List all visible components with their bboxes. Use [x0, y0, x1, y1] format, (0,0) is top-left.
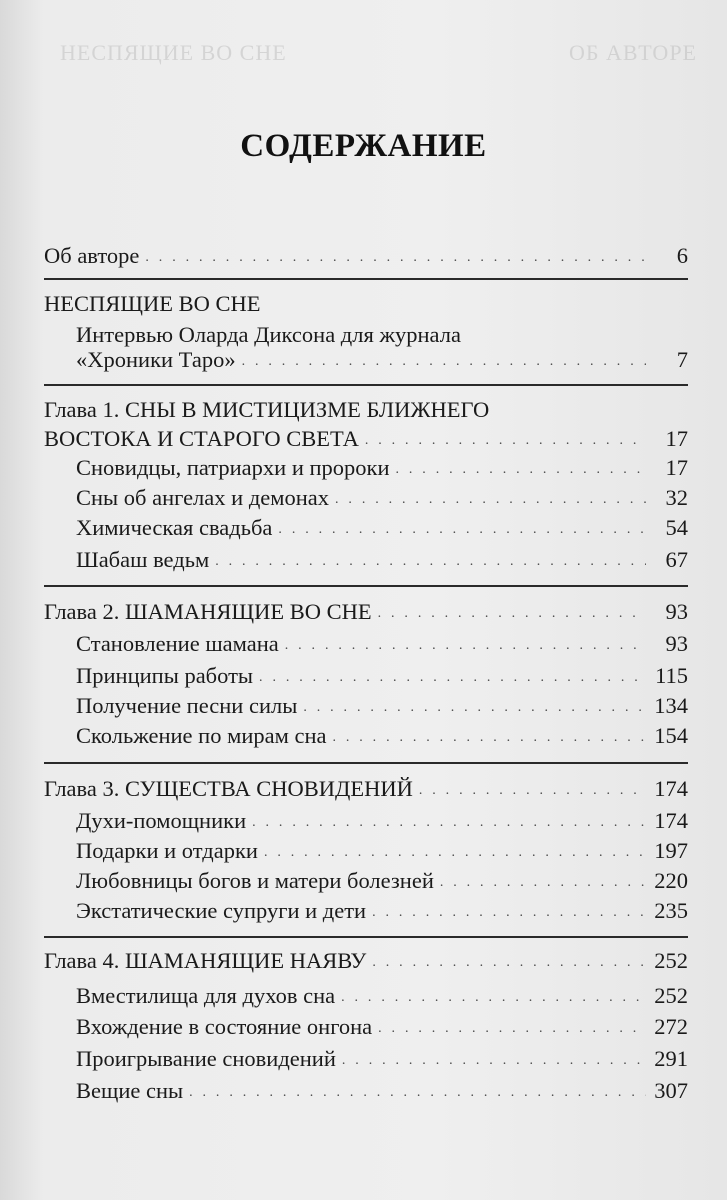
toc-entry-label: Скольжение по мирам сна — [76, 723, 327, 748]
leader-dots — [341, 991, 646, 1005]
leader-dots — [303, 701, 646, 715]
leader-dots — [215, 555, 646, 569]
toc-entry-label: Вещие сны — [76, 1078, 184, 1103]
toc-entry-label: Глава 2. ШАМАНЯЩИЕ ВО СНЕ — [44, 599, 372, 624]
toc-subentry[interactable] — [76, 661, 688, 691]
toc-subentry[interactable] — [76, 545, 688, 575]
toc-entry-label: Химическая свадьба — [76, 515, 273, 540]
toc-entry-page: 115 — [655, 663, 688, 688]
toc-entry-label: Вхождение в состояние онгона — [76, 1014, 373, 1039]
toc-subentry[interactable] — [76, 629, 688, 659]
toc-subentry[interactable] — [76, 1076, 688, 1106]
toc-entry-label: Становление шамана — [76, 631, 279, 656]
leader-dots — [440, 876, 646, 890]
toc-entry-label: Глава 4. ШАМАНЯЩИЕ НАЯВУ — [44, 948, 367, 973]
section-divider — [44, 762, 688, 764]
toc-entry-page: 154 — [654, 723, 688, 748]
bleed-through-text-right: ОБ АВТОРЕ — [568, 40, 697, 65]
leader-dots — [419, 784, 646, 798]
section-divider — [44, 384, 688, 386]
toc-entry-page: 252 — [654, 948, 688, 973]
leader-dots — [378, 607, 646, 621]
toc-subentry[interactable] — [76, 1012, 688, 1042]
toc-entry-label: Вместилища для духов сна — [76, 983, 336, 1008]
toc-entry-label: Духи-помощники — [76, 808, 247, 833]
toc-subentry[interactable] — [76, 721, 688, 751]
page-title: СОДЕРЖАНИЕ — [240, 128, 487, 164]
toc-subentry[interactable] — [76, 866, 688, 896]
toc-entry-label: Сновидцы, патриархи и пророки — [76, 455, 390, 480]
leader-dots — [335, 493, 646, 507]
toc-subentry[interactable] — [76, 483, 688, 513]
toc-entry-label: Проигрывание сновидений — [76, 1046, 336, 1071]
toc-subentry[interactable] — [76, 345, 688, 375]
toc-subentry[interactable] — [76, 513, 688, 543]
toc-entry-page: 252 — [654, 983, 688, 1008]
leader-dots — [278, 523, 646, 537]
chapter-entry[interactable] — [44, 597, 688, 627]
toc-entry-label: Любовницы богов и матери болезней — [76, 868, 434, 893]
toc-entry-page: 291 — [654, 1046, 688, 1071]
leader-dots — [252, 816, 646, 830]
chapter-entry[interactable] — [44, 774, 688, 804]
toc-entry-label: Получение песни силы — [76, 693, 298, 718]
leader-dots — [145, 251, 646, 265]
section-divider — [44, 585, 688, 587]
leader-dots — [372, 906, 646, 920]
toc-entry-label: «Хроники Таро» — [76, 347, 236, 372]
chapter-heading[interactable]: Глава 1. СНЫ В МИСТИЦИЗМЕ БЛИЖНЕГО — [44, 397, 490, 422]
toc-subentry[interactable] — [76, 896, 688, 926]
toc-subentry[interactable] — [76, 1044, 688, 1074]
leader-dots — [285, 639, 646, 653]
toc-entry-label: Глава 3. СУЩЕСТВА СНОВИДЕНИЙ — [44, 776, 413, 801]
toc-subentry[interactable] — [76, 691, 688, 721]
leader-dots — [372, 956, 646, 970]
toc-subentry[interactable] — [76, 806, 688, 836]
toc-entry-label: Принципы работы — [76, 663, 254, 688]
toc-entry-page: 197 — [654, 838, 688, 863]
leader-dots — [396, 463, 647, 477]
toc-entry-page: 174 — [654, 808, 688, 833]
chapter-entry[interactable] — [44, 424, 688, 454]
toc-entry-page: 307 — [654, 1078, 688, 1103]
toc-entry-page: 7 — [676, 347, 688, 372]
toc-entry-page: 32 — [665, 485, 688, 510]
leader-dots — [189, 1086, 646, 1100]
toc-entry-page: 17 — [665, 426, 688, 451]
toc-entry-label: Об авторе — [44, 243, 140, 268]
toc-entry-page: 134 — [654, 693, 688, 718]
section-divider — [44, 936, 688, 938]
toc-entry-label: Сны об ангелах и демонах — [76, 485, 330, 510]
toc-entry-label: ВОСТОКА И СТАРОГО СВЕТА — [44, 426, 359, 451]
leader-dots — [242, 355, 646, 369]
toc-entry-page: 93 — [665, 599, 688, 624]
chapter-entry[interactable] — [44, 946, 688, 976]
toc-entry-label: Подарки и отдарки — [76, 838, 258, 863]
toc-subentry[interactable] — [76, 836, 688, 866]
toc-subentry[interactable] — [76, 453, 688, 483]
section-heading[interactable]: НЕСПЯЩИЕ ВО СНЕ — [44, 291, 261, 316]
toc-entry-page: 17 — [665, 455, 688, 480]
toc-entry-label: Экстатические супруги и дети — [76, 898, 367, 923]
leader-dots — [259, 671, 646, 685]
toc-entry-page: 174 — [654, 776, 688, 801]
section-divider — [44, 278, 688, 280]
leader-dots — [264, 846, 646, 860]
leader-dots — [342, 1054, 646, 1068]
toc-entry-page: 67 — [665, 547, 688, 572]
toc-entry[interactable] — [44, 241, 688, 271]
leader-dots — [378, 1022, 646, 1036]
toc-entry-page: 272 — [654, 1014, 688, 1039]
toc-entry-page: 93 — [665, 631, 688, 656]
toc-entry-page: 6 — [676, 243, 688, 268]
toc-entry-label: Шабаш ведьм — [76, 547, 210, 572]
leader-dots — [332, 731, 646, 745]
toc-entry-page: 235 — [654, 898, 688, 923]
toc-subentry[interactable] — [76, 981, 688, 1011]
leader-dots — [365, 434, 646, 448]
toc-entry-page: 54 — [665, 515, 688, 540]
toc-entry-page: 220 — [654, 868, 688, 893]
bleed-through-text-left: НЕСПЯЩИЕ ВО СНЕ — [60, 40, 287, 65]
toc-subentry-label[interactable]: Интервью Оларда Диксона для журнала — [76, 322, 461, 347]
